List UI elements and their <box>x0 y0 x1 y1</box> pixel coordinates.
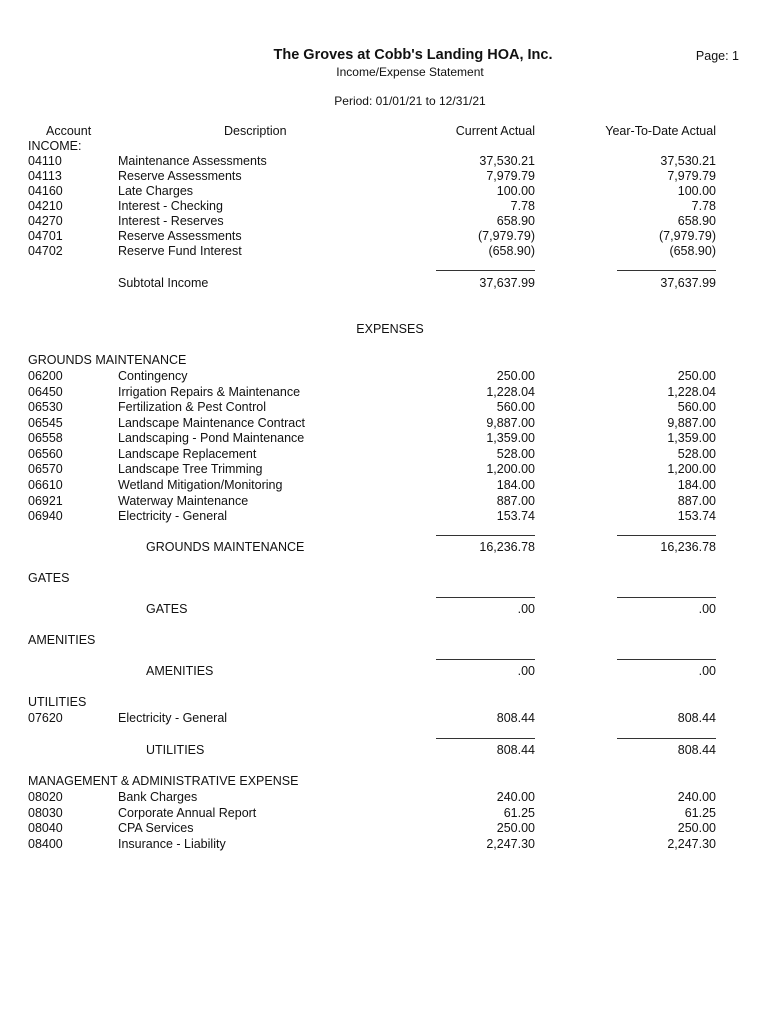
group-header: MANAGEMENT & ADMINISTRATIVE EXPENSE <box>28 774 299 788</box>
current-amount: 153.74 <box>496 509 535 523</box>
ytd-amount: 1,228.04 <box>667 384 716 399</box>
table-row <box>0 806 770 822</box>
expenses-section-label: EXPENSES <box>356 322 424 336</box>
table-row <box>0 369 770 385</box>
group-header: GROUNDS MAINTENANCE <box>28 353 187 367</box>
ytd-amount: 560.00 <box>677 400 716 414</box>
account-description: Late Charges <box>118 184 194 198</box>
subtotal-rule-current <box>436 535 535 536</box>
account-description: Irrigation Repairs & Maintenance <box>118 384 301 399</box>
ytd-amount: 658.90 <box>677 214 716 228</box>
current-amount: 61.25 <box>503 805 535 820</box>
account-description: Reserve Fund Interest <box>118 244 242 258</box>
ytd-amount: (7,979.79) <box>659 229 716 243</box>
account-number: 06560 <box>28 446 63 461</box>
account-number: 06200 <box>28 369 63 383</box>
account-number: 06530 <box>28 400 63 414</box>
account-number: 04160 <box>28 184 63 198</box>
account-description: Landscape Maintenance Contract <box>118 415 305 430</box>
ytd-amount: 37,530.21 <box>660 154 716 168</box>
ytd-amount: 1,200.00 <box>667 462 716 476</box>
account-number: 06570 <box>28 462 63 476</box>
subtotal-label: AMENITIES <box>146 664 214 678</box>
account-number: 06940 <box>28 509 63 523</box>
account-number: 04702 <box>28 244 63 258</box>
account-number: 06610 <box>28 478 63 492</box>
subtotal-ytd: .00 <box>698 602 716 616</box>
table-row <box>0 400 770 416</box>
account-number: 06921 <box>28 493 63 508</box>
table-row <box>0 509 770 525</box>
report-period: Period: 01/01/21 to 12/31/21 <box>334 94 486 108</box>
account-number: 04110 <box>28 154 62 168</box>
current-amount: 184.00 <box>496 478 535 492</box>
subtotal-rule-current <box>436 659 535 660</box>
report-subtitle: Income/Expense Statement <box>336 65 484 79</box>
current-amount: 560.00 <box>496 400 535 414</box>
subtotal-ytd: 16,236.78 <box>660 540 716 554</box>
subtotal-row <box>0 540 770 556</box>
account-number: 04210 <box>28 199 63 213</box>
subtotal-row <box>0 743 770 759</box>
subtotal-label: GROUNDS MAINTENANCE <box>146 540 305 554</box>
column-header-account: Account <box>46 124 92 138</box>
account-description: Landscape Replacement <box>118 446 257 461</box>
table-row <box>0 790 770 806</box>
table-row <box>0 214 770 230</box>
table-row <box>0 244 770 260</box>
account-description: Corporate Annual Report <box>118 805 257 820</box>
account-description: Fertilization & Pest Control <box>118 400 266 414</box>
account-description: Electricity - General <box>118 509 228 523</box>
table-row <box>0 837 770 853</box>
account-description: Reserve Assessments <box>118 229 242 243</box>
account-number: 04270 <box>28 214 63 228</box>
current-amount: 658.90 <box>496 214 535 228</box>
account-description: Bank Charges <box>118 790 198 804</box>
subtotal-current: 16,236.78 <box>479 540 535 554</box>
account-description: Maintenance Assessments <box>118 154 267 168</box>
account-number: 06545 <box>28 415 63 430</box>
account-description: Interest - Reserves <box>118 214 224 228</box>
subtotal-ytd: .00 <box>698 664 716 678</box>
current-amount: 1,200.00 <box>486 462 535 476</box>
account-description: Waterway Maintenance <box>118 493 249 508</box>
table-row <box>0 199 770 215</box>
current-amount: 528.00 <box>496 446 535 461</box>
ytd-amount: 240.00 <box>677 790 716 804</box>
account-description: Landscape Tree Trimming <box>118 462 263 476</box>
subtotal-label: UTILITIES <box>146 743 205 757</box>
account-description: Interest - Checking <box>118 199 223 213</box>
subtotal-rule-current <box>436 597 535 598</box>
ytd-amount: 100.00 <box>677 184 716 198</box>
ytd-amount: 7.78 <box>691 199 716 213</box>
subtotal-row <box>0 664 770 680</box>
current-amount: (7,979.79) <box>478 229 535 243</box>
account-number: 04701 <box>28 229 63 243</box>
account-description: Reserve Assessments <box>118 169 242 183</box>
ytd-amount: (658.90) <box>669 244 716 258</box>
ytd-amount: 250.00 <box>677 821 716 835</box>
subtotal-ytd: 37,637.99 <box>660 276 716 290</box>
subtotal-label: Subtotal Income <box>118 276 209 290</box>
subtotal-row <box>0 602 770 618</box>
ytd-amount: 7,979.79 <box>667 169 716 183</box>
ytd-amount: 184.00 <box>677 478 716 492</box>
current-amount: 808.44 <box>496 711 535 725</box>
table-row <box>0 494 770 510</box>
table-row <box>0 447 770 463</box>
current-amount: 1,359.00 <box>486 431 535 445</box>
table-row <box>0 229 770 245</box>
ytd-amount: 250.00 <box>677 369 716 383</box>
table-row <box>0 169 770 185</box>
group-header: GATES <box>28 571 70 585</box>
group-header: AMENITIES <box>28 633 96 647</box>
account-description: Wetland Mitigation/Monitoring <box>118 478 283 492</box>
account-number: 08020 <box>28 790 63 804</box>
subtotal-ytd: 808.44 <box>677 743 716 757</box>
current-amount: 7,979.79 <box>486 169 535 183</box>
ytd-amount: 61.25 <box>684 805 716 820</box>
account-description: CPA Services <box>118 821 194 835</box>
account-number: 07620 <box>28 711 63 725</box>
ytd-amount: 2,247.30 <box>667 836 716 851</box>
account-description: Insurance - Liability <box>118 836 226 851</box>
table-row <box>0 154 770 170</box>
table-row <box>0 478 770 494</box>
page-number: Page: 1 <box>695 49 739 63</box>
subtotal-rule-ytd <box>617 738 716 739</box>
subtotal-current: .00 <box>517 664 535 678</box>
table-row <box>0 416 770 432</box>
account-number: 08040 <box>28 821 63 835</box>
subtotal-rule-current <box>436 738 535 739</box>
column-header-ytd: Year-To-Date Actual <box>605 124 716 138</box>
subtotal-rule-ytd <box>617 597 716 598</box>
current-amount: 250.00 <box>496 821 535 835</box>
subtotal-current: 808.44 <box>496 743 535 757</box>
table-row <box>0 462 770 478</box>
ytd-amount: 808.44 <box>677 711 716 725</box>
report-title: The Groves at Cobb's Landing HOA, Inc. <box>273 47 553 63</box>
current-amount: 240.00 <box>496 790 535 804</box>
subtotal-label: GATES <box>146 602 188 616</box>
current-amount: 7.78 <box>510 199 535 213</box>
subtotal-row <box>0 276 770 292</box>
current-amount: 9,887.00 <box>486 415 535 430</box>
ytd-amount: 9,887.00 <box>667 415 716 430</box>
account-number: 06558 <box>28 431 63 445</box>
subtotal-current: .00 <box>517 602 535 616</box>
current-amount: 100.00 <box>496 184 535 198</box>
account-number: 08400 <box>28 836 63 851</box>
account-description: Contingency <box>118 369 188 383</box>
ytd-amount: 153.74 <box>677 509 716 523</box>
account-number: 06450 <box>28 384 63 399</box>
subtotal-rule-ytd <box>617 659 716 660</box>
table-row <box>0 711 770 727</box>
ytd-amount: 1,359.00 <box>667 431 716 445</box>
table-row <box>0 431 770 447</box>
account-number: 04113 <box>28 169 62 183</box>
current-amount: 250.00 <box>496 369 535 383</box>
table-row <box>0 184 770 200</box>
account-description: Electricity - General <box>118 711 228 725</box>
current-amount: 2,247.30 <box>486 836 535 851</box>
column-header-current: Current Actual <box>455 124 535 138</box>
current-amount: 37,530.21 <box>479 154 535 168</box>
subtotal-rule-ytd <box>617 270 716 271</box>
account-number: 08030 <box>28 805 63 820</box>
table-row <box>0 385 770 401</box>
table-row <box>0 821 770 837</box>
column-header-description: Description <box>224 124 287 138</box>
group-header: UTILITIES <box>28 695 87 709</box>
income-section-label: INCOME: <box>28 139 82 153</box>
subtotal-current: 37,637.99 <box>479 276 535 290</box>
ytd-amount: 887.00 <box>677 493 716 508</box>
subtotal-rule-current <box>436 270 535 271</box>
current-amount: (658.90) <box>488 244 535 258</box>
current-amount: 887.00 <box>496 493 535 508</box>
subtotal-rule-ytd <box>617 535 716 536</box>
account-description: Landscaping - Pond Maintenance <box>118 431 305 445</box>
ytd-amount: 528.00 <box>677 446 716 461</box>
current-amount: 1,228.04 <box>486 384 535 399</box>
